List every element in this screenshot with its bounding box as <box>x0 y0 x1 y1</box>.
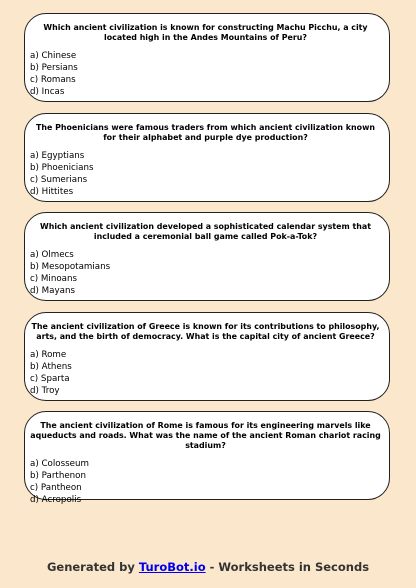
question-text: The Phoenicians were famous traders from which ancient civilization known for their alphabet and purple dye production? <box>36 123 375 142</box>
question-text: The ancient civilization of Rome is famous for its engineering marvels like aqueducts and roads. What was the name of the ancient Roman chariot racing stadium? <box>30 421 381 450</box>
question-text: Which ancient civilization developed a sophisticated calendar system that included a ceremonial ball game called Pok-a-Tok? <box>40 222 371 241</box>
answer-option-c: c) Minoans <box>30 274 78 284</box>
footer-prefix: Generated by <box>46 560 139 574</box>
answer-option-d: d) Hittites <box>30 187 74 197</box>
answer-option-c: c) Pantheon <box>30 483 82 493</box>
answer-option-b: b) Parthenon <box>30 471 86 481</box>
answer-option-b: b) Phoenicians <box>30 163 94 173</box>
footer <box>0 560 416 574</box>
answer-option-a: a) Rome <box>30 350 67 360</box>
question-card-5 <box>24 411 390 505</box>
answer-option-b: b) Mesopotamians <box>30 262 111 272</box>
answer-option-a: a) Chinese <box>30 51 77 61</box>
answer-option-a: a) Olmecs <box>30 250 74 260</box>
turobot-link[interactable]: TuroBot.io <box>138 560 206 574</box>
question-card-4 <box>24 312 390 401</box>
answer-option-d: d) Incas <box>30 87 65 97</box>
question-text: The ancient civilization of Greece is known for its contributions to philosophy, arts, and the birth of democracy. What is the capital city of ancient Greece? <box>31 322 380 341</box>
answer-option-c: c) Romans <box>30 75 76 85</box>
answer-option-c: c) Sparta <box>30 374 70 384</box>
question-card-1 <box>24 13 390 102</box>
answer-option-b: b) Persians <box>30 63 78 73</box>
answer-option-c: c) Sumerians <box>30 175 88 185</box>
answer-option-a: a) Colosseum <box>30 459 89 469</box>
question-card-3 <box>24 212 390 301</box>
answer-option-d: d) Acropolis <box>30 495 82 505</box>
answer-option-d: d) Mayans <box>30 286 75 296</box>
answer-option-b: b) Athens <box>30 362 72 372</box>
answer-option-a: a) Egyptians <box>30 151 85 161</box>
question-text: Which ancient civilization is known for constructing Machu Picchu, a city located high in the Andes Mountains of Peru? <box>43 23 368 42</box>
answer-option-d: d) Troy <box>30 386 60 396</box>
question-card-2 <box>24 113 390 202</box>
footer-suffix: - Worksheets in Seconds <box>205 560 370 574</box>
